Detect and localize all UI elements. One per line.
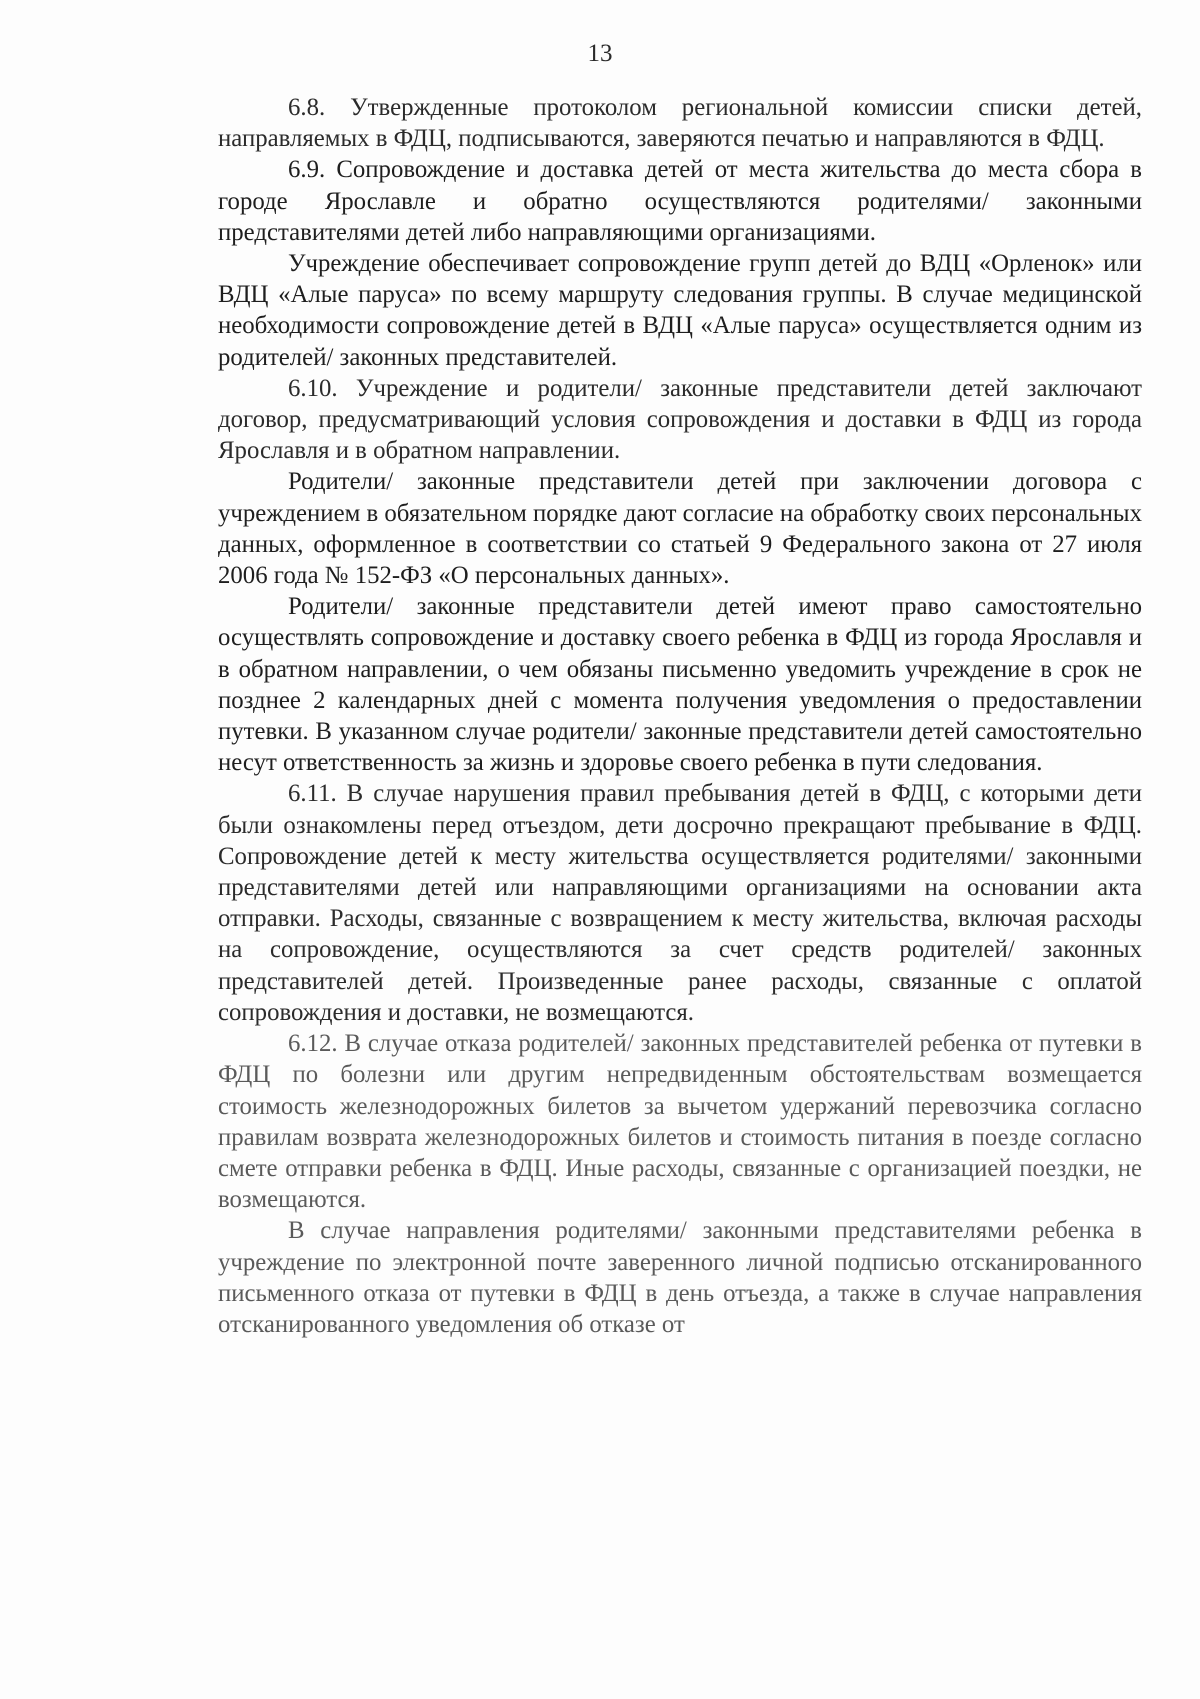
paragraph-refusal-notice: В случае направления родителями/ законными представителями ребенка в учреждение по электронной почте заверенного личной подписью отсканированного письменного отказа от путевки в ФДЦ в день отъезда, а также в случае направления отсканированного уведомления об отказе от xyxy=(218,1217,1142,1338)
paragraph-6-11: 6.11. В случае нарушения правил пребывания детей в ФДЦ, с которыми дети были ознакомлены перед отъездом, дети досрочно прекращают пребывание в ФДЦ. Сопровождение детей к месту жительства осуществляется родителями/ законными представителями детей или направляющими организациями на основании акта отправки. Расходы, связанные с возвращением к месту жительства, включая расходы на сопровождение, осуществляются за счет средств родителей/ законных представителей детей. Произведенные ранее расходы, связанные с оплатой сопровождения и доставки, не возмещаются. xyxy=(218,780,1142,1026)
document-body xyxy=(218,92,1142,1340)
paragraph-escort-groups: Учреждение обеспечивает сопровождение групп детей до ВДЦ «Орленок» или ВДЦ «Алые паруса» по всему маршруту следования группы. В случае медицинской необходимости сопровождение детей в ВДЦ «Алые паруса» осуществляется одним из родителей/ законных представителей. xyxy=(218,250,1142,371)
paragraph-6-12: 6.12. В случае отказа родителей/ законных представителей ребенка от путевки в ФДЦ по болезни или другим непредвиденным обстоятельствам возмещается стоимость железнодорожных билетов за вычетом удержаний перевозчика согласно правилам возврата железнодорожных билетов и стоимость питания в поезде согласно смете отправки ребенка в ФДЦ. Иные расходы, связанные с организацией поездки, не возмещаются. xyxy=(218,1030,1142,1214)
page-number: 13 xyxy=(587,40,613,67)
paragraph-self-escort: Родители/ законные представители детей имеют право самостоятельно осуществлять сопровождение и доставку своего ребенка в ФДЦ из города Ярославля и в обратном направлении, о чем обязаны письменно уведомить учреждение в срок не позднее 2 календарных дней с момента получения уведомления о предоставлении путевки. В указанном случае родители/ законные представители детей самостоятельно несут ответственность за жизнь и здоровье своего ребенка в пути следования. xyxy=(218,593,1142,777)
paragraph-6-10: 6.10. Учреждение и родители/ законные представители детей заключают договор, предусматривающий условия сопровождения и доставки в ФДЦ из города Ярославля и в обратном направлении. xyxy=(218,374,1142,465)
paragraph-personal-data-consent: Родители/ законные представители детей при заключении договора с учреждением в обязательном порядке дают согласие на обработку своих персональных данных, оформленное в соответствии со статьей 9 Федерального закона от 27 июля 2006 года № 152-ФЗ «О персональных данных». xyxy=(218,468,1142,590)
paragraph-6-9: 6.9. Сопровождение и доставка детей от места жительства до места сбора в городе Ярославле и обратно осуществляются родителями/ законными представителями детей либо направляющими организациями. xyxy=(218,156,1142,246)
paragraph-6-8: 6.8. Утвержденные протоколом региональной комиссии списки детей, направляемых в ФДЦ, подписываются, заверяются печатью и направляются в ФДЦ. xyxy=(218,94,1142,153)
